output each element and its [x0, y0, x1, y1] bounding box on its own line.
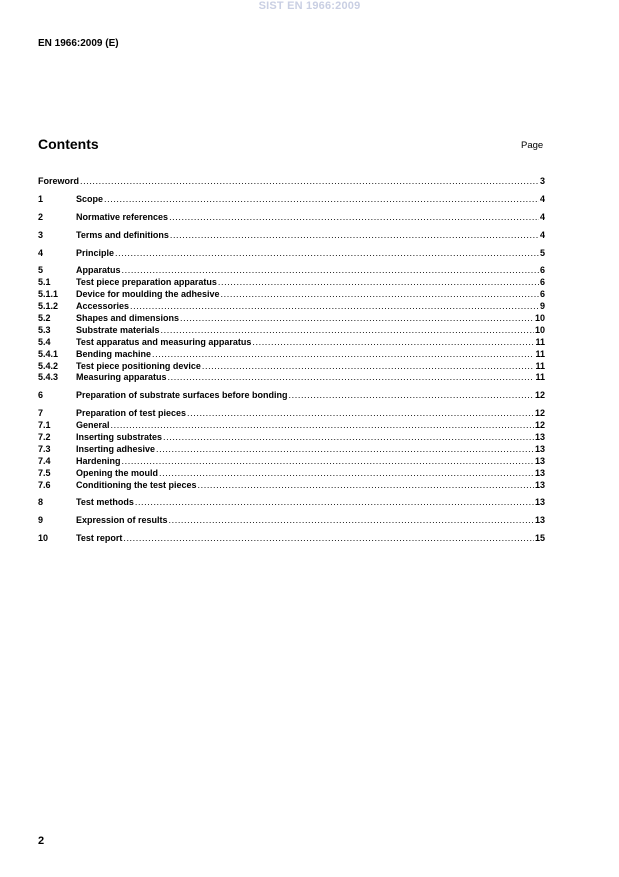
toc-dot-leader [135, 497, 534, 509]
toc-dot-leader [122, 265, 539, 277]
toc-entry[interactable] [38, 497, 545, 509]
toc-entry-page: 10 [534, 313, 545, 323]
toc-entry-page: 3 [539, 175, 545, 186]
toc-dot-leader [221, 289, 539, 301]
toc-entry-number: 4 [38, 247, 44, 258]
toc-dot-leader [180, 313, 534, 325]
toc-entry-number: 9 [38, 515, 44, 526]
toc-entry-page: 4 [539, 211, 545, 222]
toc-entry-number: 2 [38, 211, 44, 222]
toc-entry-title: Hardening [76, 455, 121, 466]
toc-entry-number: 7.3 [38, 443, 51, 454]
toc-entry[interactable] [38, 337, 545, 349]
toc-entry-number: 5.2 [38, 313, 51, 323]
toc-entry[interactable] [38, 176, 545, 188]
toc-dot-leader [168, 372, 535, 384]
toc-entry-page: 11 [535, 336, 545, 347]
toc-entry-number: 7.4 [38, 455, 51, 466]
toc-entry-number: 7 [38, 408, 44, 419]
toc-entry[interactable] [38, 456, 545, 468]
toc-dot-leader [289, 390, 534, 402]
toc-dot-leader [161, 325, 534, 337]
toc-dot-leader [122, 456, 534, 468]
toc-entry-page: 11 [535, 360, 545, 371]
toc-entry-number: 5.1 [38, 277, 51, 288]
toc-entry[interactable] [38, 408, 545, 420]
toc-entry-title: Shapes and dimensions [76, 313, 180, 323]
page-title: Contents [38, 136, 99, 152]
toc-entry-title: Apparatus [76, 265, 121, 276]
toc-entry-title: Accessories [76, 301, 130, 312]
toc-entry-page: 9 [539, 301, 545, 312]
toc-entry-title: Substrate materials [76, 324, 160, 335]
toc-entry-page: 10 [534, 324, 545, 335]
toc-dot-leader [169, 212, 539, 224]
toc-entry-number: 7.5 [38, 467, 51, 478]
toc-entry-page: 11 [535, 372, 545, 383]
toc-dot-leader [202, 361, 535, 373]
toc-entry-title: Measuring apparatus [76, 372, 167, 383]
toc-entry-number: 5 [38, 265, 44, 276]
toc-entry-page: 15 [534, 533, 545, 544]
toc-entry[interactable] [38, 480, 545, 492]
toc-entry[interactable] [38, 289, 545, 301]
toc-entry[interactable] [38, 194, 545, 206]
toc-dot-leader [156, 444, 534, 456]
toc-entry-title: Foreword [38, 175, 80, 186]
toc-dot-leader [104, 194, 539, 206]
toc-entry-title: Opening the mould [76, 467, 158, 478]
toc-entry-page: 13 [534, 432, 545, 443]
toc-entry-title: Test methods [76, 497, 134, 508]
toc-entry-title: Normative references [76, 211, 169, 222]
toc-entry-title: General [76, 420, 110, 431]
toc-entry-number: 5.4.1 [38, 348, 59, 359]
toc-entry[interactable] [38, 515, 545, 527]
toc-entry[interactable] [38, 248, 545, 260]
toc-entry-title: Test report [76, 533, 123, 544]
toc-entry[interactable] [38, 533, 545, 545]
toc-entry-title: Conditioning the test pieces [76, 479, 197, 490]
toc-entry-page: 13 [534, 479, 545, 490]
toc-entry-number: 7.6 [38, 479, 51, 490]
toc-entry-number: 5.3 [38, 324, 51, 335]
toc-entry[interactable] [38, 212, 545, 224]
toc-dot-leader [80, 176, 539, 188]
toc-entry-title: Device for moulding the adhesive [76, 289, 220, 300]
toc-dot-leader [163, 432, 534, 444]
toc-entry-number: 7.2 [38, 432, 51, 443]
toc-entry-page: 13 [534, 467, 545, 478]
watermark-text: SIST EN 1966:2009 [258, 0, 361, 12]
toc-entry-page: 4 [539, 229, 545, 240]
toc-entry-number: 5.4.2 [38, 360, 59, 371]
toc-entry-page: 12 [534, 390, 545, 401]
toc-dot-leader [123, 533, 534, 545]
page-number: 2 [38, 835, 45, 847]
toc-entry-title: Expression of results [76, 515, 168, 526]
toc-dot-leader [198, 480, 534, 492]
toc-entry[interactable] [38, 230, 545, 242]
toc-entry-page: 6 [539, 289, 545, 300]
toc-entry[interactable] [38, 390, 545, 402]
document-id: EN 1966:2009 (E) [38, 38, 119, 49]
toc-entry-page: 6 [539, 277, 545, 288]
toc-entry-number: 6 [38, 390, 44, 401]
toc-entry-number: 3 [38, 229, 44, 240]
toc-entry-title: Test apparatus and measuring apparatus [76, 336, 252, 347]
toc-entry[interactable] [38, 349, 545, 361]
toc-dot-leader [218, 277, 539, 289]
toc-entry-page: 12 [534, 408, 545, 419]
toc-entry[interactable] [38, 372, 545, 384]
toc-entry-page: 13 [534, 497, 545, 508]
toc-entry[interactable] [38, 301, 545, 313]
toc-entry-title: Preparation of test pieces [76, 408, 187, 419]
toc-entry-title: Terms and definitions [76, 229, 169, 240]
toc-entry-title: Preparation of substrate surfaces before bonding [76, 390, 288, 401]
toc-entry[interactable] [38, 468, 545, 480]
toc-dot-leader [187, 408, 534, 420]
toc-dot-leader [252, 337, 534, 349]
table-of-contents [38, 176, 545, 545]
toc-entry-number: 5.4.3 [38, 372, 59, 383]
toc-entry-title: Principle [76, 247, 115, 258]
toc-entry-number: 5.1.2 [38, 301, 59, 312]
toc-entry[interactable] [38, 420, 545, 432]
toc-entry-title: Inserting substrates [76, 432, 163, 443]
page-column-label: Page [521, 140, 544, 151]
toc-entry-number: 10 [38, 533, 49, 544]
toc-entry-number: 5.1.1 [38, 289, 59, 300]
toc-entry-title: Scope [76, 193, 104, 204]
toc-entry[interactable] [38, 313, 545, 325]
toc-dot-leader [115, 248, 539, 260]
toc-dot-leader [111, 420, 534, 432]
toc-dot-leader [170, 230, 539, 242]
toc-entry-page: 13 [534, 455, 545, 466]
toc-entry-page: 11 [535, 348, 545, 359]
toc-entry-page: 5 [539, 247, 545, 258]
toc-entry-title: Test piece positioning device [76, 360, 201, 371]
toc-entry-page: 13 [534, 443, 545, 454]
toc-entry-page: 6 [539, 265, 545, 276]
toc-dot-leader [152, 349, 534, 361]
toc-dot-leader [169, 515, 534, 527]
toc-entry[interactable] [38, 444, 545, 456]
toc-entry-page: 4 [539, 193, 545, 204]
toc-entry[interactable] [38, 325, 545, 337]
toc-entry[interactable] [38, 277, 545, 289]
toc-dot-leader [130, 301, 539, 313]
toc-entry-number: 8 [38, 497, 44, 508]
toc-entry[interactable] [38, 361, 545, 373]
toc-entry-page: 13 [534, 515, 545, 526]
toc-entry[interactable] [38, 265, 545, 277]
toc-entry-title: Test piece preparation apparatus [76, 277, 217, 288]
toc-entry[interactable] [38, 432, 545, 444]
toc-entry-number: 1 [38, 193, 44, 204]
toc-entry-number: 7.1 [38, 420, 51, 431]
toc-entry-title: Bending machine [76, 348, 152, 359]
toc-dot-leader [159, 468, 534, 480]
toc-entry-title: Inserting adhesive [76, 443, 156, 454]
toc-entry-number: 5.4 [38, 336, 51, 347]
toc-entry-page: 12 [534, 420, 545, 431]
